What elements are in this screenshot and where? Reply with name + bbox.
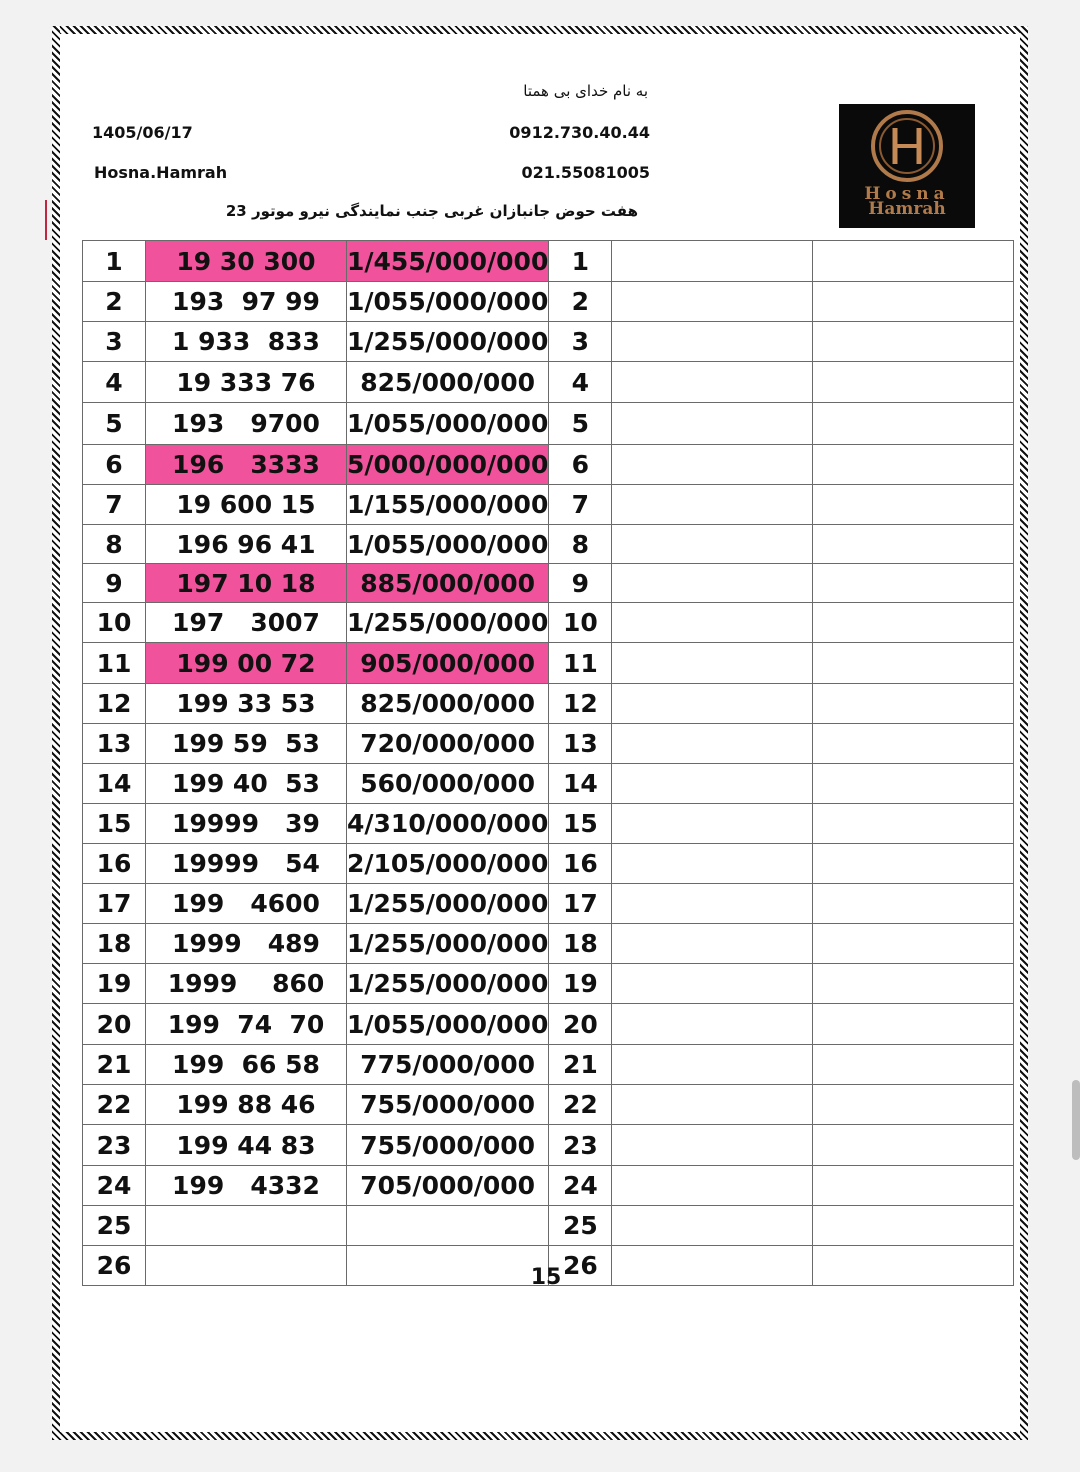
phone-number-cell: 196 3333 xyxy=(146,445,347,485)
empty-cell xyxy=(612,445,813,485)
price-cell: 1/255/000/000 xyxy=(347,964,549,1004)
empty-cell xyxy=(813,643,1014,684)
brand-name-text: Hosna.Hamrah xyxy=(94,163,228,182)
empty-cell xyxy=(612,804,813,844)
row-index-cell-right: 8 xyxy=(549,525,612,564)
price-cell: 755/000/000 xyxy=(347,1125,549,1166)
phone-number-cell: 197 10 18 xyxy=(146,564,347,603)
empty-cell xyxy=(813,1085,1014,1125)
phone-number-cell: 199 4600 xyxy=(146,884,347,924)
row-index-cell: 13 xyxy=(83,724,146,764)
price-cell: 1/155/000/000 xyxy=(347,485,549,525)
table-row xyxy=(83,964,1014,1004)
phone-number-cell: 199 74 70 xyxy=(146,1004,347,1045)
price-cell: 2/105/000/000 xyxy=(347,844,549,884)
table-row xyxy=(83,603,1014,643)
phone-number-cell: 19 30 300 xyxy=(146,241,347,282)
logo-text-line1: Hosna xyxy=(864,184,950,204)
table-row xyxy=(83,241,1014,282)
price-cell: 720/000/000 xyxy=(347,724,549,764)
row-index-cell: 17 xyxy=(83,884,146,924)
table-row xyxy=(83,884,1014,924)
office-phone-text: 021.55081005 xyxy=(521,163,650,182)
row-index-cell: 7 xyxy=(83,485,146,525)
table-row xyxy=(83,924,1014,964)
empty-cell xyxy=(612,924,813,964)
row-index-cell: 2 xyxy=(83,282,146,322)
price-cell: 5/000/000/000 xyxy=(347,445,549,485)
table-row xyxy=(83,1045,1014,1085)
table-row xyxy=(83,525,1014,564)
price-table-body xyxy=(83,241,1014,1286)
row-index-cell: 3 xyxy=(83,322,146,362)
empty-cell xyxy=(612,1085,813,1125)
empty-cell xyxy=(813,362,1014,403)
price-cell: 1/055/000/000 xyxy=(347,282,549,322)
table-row xyxy=(83,1206,1014,1246)
row-index-cell-right: 3 xyxy=(549,322,612,362)
row-index-cell: 18 xyxy=(83,924,146,964)
row-index-cell: 14 xyxy=(83,764,146,804)
price-cell: 1/255/000/000 xyxy=(347,884,549,924)
row-index-cell: 24 xyxy=(83,1166,146,1206)
empty-cell xyxy=(813,1206,1014,1246)
brand-logo xyxy=(839,104,975,228)
phone-number-cell: 1999 860 xyxy=(146,964,347,1004)
price-cell: 1/255/000/000 xyxy=(347,322,549,362)
phone-number-cell: 199 66 58 xyxy=(146,1045,347,1085)
row-index-cell: 22 xyxy=(83,1085,146,1125)
empty-cell xyxy=(612,362,813,403)
row-index-cell: 10 xyxy=(83,603,146,643)
empty-cell xyxy=(813,282,1014,322)
empty-cell xyxy=(813,445,1014,485)
empty-cell xyxy=(813,1125,1014,1166)
empty-cell xyxy=(813,884,1014,924)
table-row xyxy=(83,445,1014,485)
row-index-cell-right: 11 xyxy=(549,643,612,684)
empty-cell xyxy=(813,924,1014,964)
border-top xyxy=(52,26,1028,34)
empty-cell xyxy=(612,1166,813,1206)
empty-cell xyxy=(612,884,813,924)
row-index-cell: 25 xyxy=(83,1206,146,1246)
table-row xyxy=(83,804,1014,844)
price-cell: 1/055/000/000 xyxy=(347,525,549,564)
phone-number-cell: 197 3007 xyxy=(146,603,347,643)
phone-number-cell: 19999 39 xyxy=(146,804,347,844)
phone-number-cell: 193 97 99 xyxy=(146,282,347,322)
empty-cell xyxy=(612,564,813,603)
empty-cell xyxy=(612,241,813,282)
table-row xyxy=(83,564,1014,603)
row-index-cell: 19 xyxy=(83,964,146,1004)
row-index-cell: 16 xyxy=(83,844,146,884)
row-index-cell: 5 xyxy=(83,403,146,445)
empty-cell xyxy=(813,724,1014,764)
empty-cell xyxy=(612,1206,813,1246)
phone-number-cell: 19 333 76 xyxy=(146,362,347,403)
empty-cell xyxy=(612,844,813,884)
price-cell: 1/255/000/000 xyxy=(347,603,549,643)
row-index-cell-right: 5 xyxy=(549,403,612,445)
empty-cell xyxy=(612,764,813,804)
empty-cell xyxy=(813,241,1014,282)
phone-number-cell: 1999 489 xyxy=(146,924,347,964)
row-index-cell-right: 1 xyxy=(549,241,612,282)
empty-cell xyxy=(612,603,813,643)
empty-cell xyxy=(813,603,1014,643)
price-cell: 825/000/000 xyxy=(347,362,549,403)
phone-number-cell: 19 600 15 xyxy=(146,485,347,525)
row-index-cell-right: 20 xyxy=(549,1004,612,1045)
row-index-cell: 1 xyxy=(83,241,146,282)
row-index-cell: 26 xyxy=(83,1246,146,1286)
empty-cell xyxy=(612,1045,813,1085)
phone-number-cell: 19999 54 xyxy=(146,844,347,884)
empty-cell xyxy=(813,804,1014,844)
row-index-cell-right: 9 xyxy=(549,564,612,603)
price-cell: 705/000/000 xyxy=(347,1166,549,1206)
empty-cell xyxy=(612,403,813,445)
row-index-cell: 4 xyxy=(83,362,146,403)
empty-cell xyxy=(813,525,1014,564)
row-index-cell: 8 xyxy=(83,525,146,564)
mobile-phone-text: 0912.730.40.44 xyxy=(509,123,650,142)
empty-cell xyxy=(612,282,813,322)
row-index-cell-right: 16 xyxy=(549,844,612,884)
phone-number-cell: 199 00 72 xyxy=(146,643,347,684)
empty-cell xyxy=(813,1004,1014,1045)
row-index-cell-right: 24 xyxy=(549,1166,612,1206)
empty-cell xyxy=(612,1004,813,1045)
row-index-cell-right: 6 xyxy=(549,445,612,485)
phone-number-cell: 199 59 53 xyxy=(146,724,347,764)
phone-number-cell: 199 88 46 xyxy=(146,1085,347,1125)
price-cell: 1/055/000/000 xyxy=(347,1004,549,1045)
scrollbar[interactable] xyxy=(1072,1080,1080,1160)
table-row xyxy=(83,362,1014,403)
empty-cell xyxy=(612,322,813,362)
empty-cell xyxy=(813,684,1014,724)
row-index-cell: 12 xyxy=(83,684,146,724)
row-index-cell-right: 26 xyxy=(549,1246,612,1286)
empty-cell xyxy=(813,764,1014,804)
table-row xyxy=(83,764,1014,804)
table-row xyxy=(83,282,1014,322)
row-index-cell-right: 22 xyxy=(549,1085,612,1125)
phone-number-cell xyxy=(146,1206,347,1246)
row-index-cell-right: 21 xyxy=(549,1045,612,1085)
table-row xyxy=(83,1004,1014,1045)
price-cell: 4/310/000/000 xyxy=(347,804,549,844)
row-index-cell-right: 17 xyxy=(549,884,612,924)
address-subtitle: هفت حوض جانبازان غربی جنب نمایندگی نیرو موتور 23 xyxy=(225,202,638,220)
empty-cell xyxy=(813,1045,1014,1085)
phone-number-cell: 199 44 83 xyxy=(146,1125,347,1166)
empty-cell xyxy=(612,1125,813,1166)
border-right xyxy=(1020,26,1028,1440)
price-cell: 825/000/000 xyxy=(347,684,549,724)
row-index-cell-right: 10 xyxy=(549,603,612,643)
empty-cell xyxy=(813,564,1014,603)
row-index-cell-right: 7 xyxy=(549,485,612,525)
row-index-cell: 11 xyxy=(83,643,146,684)
row-index-cell-right: 15 xyxy=(549,804,612,844)
empty-cell xyxy=(612,643,813,684)
price-cell: 560/000/000 xyxy=(347,764,549,804)
price-cell: 755/000/000 xyxy=(347,1085,549,1125)
empty-cell xyxy=(813,485,1014,525)
table-row xyxy=(83,844,1014,884)
row-index-cell-right: 2 xyxy=(549,282,612,322)
table-row xyxy=(83,1125,1014,1166)
empty-cell xyxy=(813,1166,1014,1206)
row-index-cell: 20 xyxy=(83,1004,146,1045)
price-cell: 1/455/000/000 xyxy=(347,241,549,282)
row-index-cell-right: 4 xyxy=(549,362,612,403)
table-row xyxy=(83,1085,1014,1125)
border-left xyxy=(52,26,60,1440)
empty-cell xyxy=(813,844,1014,884)
phone-number-cell: 1 933 833 xyxy=(146,322,347,362)
phone-number-cell: 199 4332 xyxy=(146,1166,347,1206)
row-index-cell-right: 23 xyxy=(549,1125,612,1166)
empty-cell xyxy=(612,485,813,525)
bismillah-text: به نام خدای بی همتا xyxy=(523,82,648,100)
row-index-cell: 6 xyxy=(83,445,146,485)
table-row xyxy=(83,403,1014,445)
price-cell: 1/255/000/000 xyxy=(347,924,549,964)
date-text: 1405/06/17 xyxy=(92,123,193,142)
page-number: 15 xyxy=(530,1265,562,1290)
price-cell xyxy=(347,1206,549,1246)
price-cell: 905/000/000 xyxy=(347,643,549,684)
empty-cell xyxy=(813,964,1014,1004)
table-row xyxy=(83,485,1014,525)
margin-mark xyxy=(45,200,47,240)
row-index-cell: 21 xyxy=(83,1045,146,1085)
price-cell: 775/000/000 xyxy=(347,1045,549,1085)
table-row xyxy=(83,724,1014,764)
row-index-cell: 15 xyxy=(83,804,146,844)
empty-cell xyxy=(813,403,1014,445)
phone-number-cell: 196 96 41 xyxy=(146,525,347,564)
row-index-cell-right: 25 xyxy=(549,1206,612,1246)
phone-number-cell: 199 33 53 xyxy=(146,684,347,724)
empty-cell xyxy=(612,724,813,764)
price-cell: 1/055/000/000 xyxy=(347,403,549,445)
phone-number-cell: 199 40 53 xyxy=(146,764,347,804)
empty-cell xyxy=(612,525,813,564)
price-table xyxy=(82,240,1014,1286)
table-row xyxy=(83,1166,1014,1206)
phone-number-cell: 193 9700 xyxy=(146,403,347,445)
empty-cell xyxy=(813,322,1014,362)
row-index-cell-right: 13 xyxy=(549,724,612,764)
empty-cell xyxy=(612,684,813,724)
row-index-cell-right: 19 xyxy=(549,964,612,1004)
row-index-cell: 23 xyxy=(83,1125,146,1166)
border-bottom xyxy=(52,1432,1028,1440)
logo-text-line2: Hamrah xyxy=(868,199,946,219)
row-index-cell-right: 14 xyxy=(549,764,612,804)
table-row xyxy=(83,684,1014,724)
row-index-cell-right: 12 xyxy=(549,684,612,724)
row-index-cell-right: 18 xyxy=(549,924,612,964)
table-row xyxy=(83,322,1014,362)
row-index-cell: 9 xyxy=(83,564,146,603)
price-cell: 885/000/000 xyxy=(347,564,549,603)
empty-cell xyxy=(612,964,813,1004)
table-row xyxy=(83,643,1014,684)
